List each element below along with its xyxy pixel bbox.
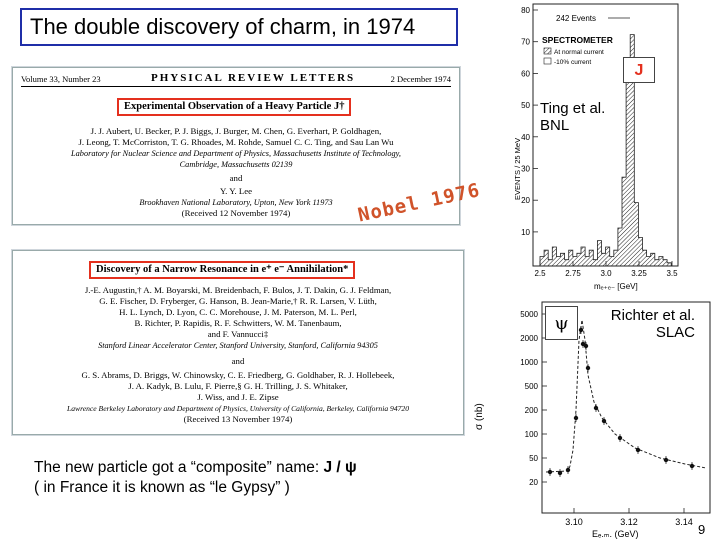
- j-particle-badge: J: [623, 57, 655, 83]
- paper2-authors-1: J.-E. Augustin,† A. M. Boyarski, M. Breidenbach, F. Bulos, J. T. Dakin, G. J. Feldman,: [84, 285, 392, 295]
- upper-x-tick-label: 3.25: [631, 269, 647, 278]
- upper-x-tick-label: 2.75: [565, 269, 581, 278]
- paper1-title: Experimental Observation of a Heavy Particle J†: [117, 98, 351, 116]
- upper-x-label: mₑ₊ₑ₋ [GeV]: [594, 282, 638, 291]
- lower-y-tick-label: 100: [524, 430, 538, 439]
- lower-y-tick-label: 20: [529, 478, 538, 487]
- psi-particle-badge: ψ: [545, 306, 578, 340]
- lower-x-tick-label: 3.10: [565, 517, 583, 527]
- paper1-affiliation-2: Cambridge, Massachusetts 02139: [179, 160, 293, 169]
- paper2-affiliation-1: Stanford Linear Accelerator Center, Stanford University, Stanford, California 94305: [98, 341, 378, 350]
- upper-y-tick-label: 60: [521, 69, 530, 79]
- journal-header: [21, 72, 451, 87]
- upper-y-tick-label: 70: [521, 37, 530, 47]
- paper2-authors-4: B. Richter, P. Rapidis, R. F. Schwitters, W. M. Tanenbaum,: [134, 318, 342, 328]
- lower-y-tick-label: 1000: [520, 358, 538, 367]
- paper1-authors-2: J. Leong, T. McCorriston, T. G. Rhoades, M. Rohde, Samuel C. C. Ting, and Sau Lan Wu: [78, 137, 394, 147]
- paper2-author-block: [17, 285, 459, 425]
- ting-bnl-label: [540, 100, 605, 134]
- upper-x-tick-label: 2.5: [534, 269, 546, 278]
- richter-slac-label: [583, 307, 695, 341]
- caption-prefix: The new particle got a “composite” name:: [34, 459, 324, 476]
- paper2-and: and: [231, 356, 245, 366]
- lower-x-tick-label: 3.12: [620, 517, 638, 527]
- upper-x-tick-label: 3.0: [600, 269, 612, 278]
- journal-volume: Volume 33, Number 23: [21, 74, 101, 84]
- caption-particle-name: J / ψ: [323, 459, 357, 476]
- lower-y-tick-label: 50: [529, 454, 538, 463]
- paper2-affiliation-2: Lawrence Berkeley Laboratory and Department of Physics, University of California, Berkeley, California 94720: [66, 404, 410, 413]
- paper2-title: Discovery of a Narrow Resonance in e⁺ e⁻ Annihilation*: [89, 261, 355, 279]
- journal-date: 2 December 1974: [390, 74, 451, 84]
- paper1-affiliation-3: Brookhaven National Laboratory, Upton, New York 11973: [139, 198, 333, 207]
- upper-y-tick-label: 10: [521, 227, 530, 237]
- legend-swatch-normal: [544, 48, 551, 54]
- upper-spectrum-plot: [512, 0, 720, 300]
- paper1-and: and: [229, 173, 243, 183]
- slide-title: The double discovery of charm, in 1974: [20, 8, 458, 46]
- upper-y-tick-label: 50: [521, 101, 530, 111]
- lower-x-label: Eₑ.ₘ. (GeV): [592, 529, 639, 539]
- paper2-authors-2: G. E. Fischer, D. Fryberger, G. Hanson, B. Jean-Marie,† R. R. Larsen, V. Lüth,: [99, 296, 377, 306]
- caption-line-2: ( in France it is known as “le Gypsy” ): [34, 479, 290, 496]
- lower-x-tick-label: 3.14: [675, 517, 693, 527]
- upper-y-tick-label: 80: [521, 6, 530, 15]
- upper-y-tick-label: 20: [521, 196, 530, 206]
- upper-legend-2: -10% current: [554, 59, 592, 66]
- lower-y-tick-label: 200: [524, 406, 538, 415]
- paper2-received: (Received 13 November 1974): [183, 414, 293, 424]
- paper2-authors-6: G. S. Abrams, D. Briggs, W. Chinowsky, C. E. Friedberg, G. Goldhaber, R. J. Hollebeek,: [81, 370, 395, 380]
- paper2-authors-3: H. L. Lynch, D. Lyon, C. C. Morehouse, J. M. Paterson, M. L. Perl,: [119, 307, 357, 317]
- lower-y-tick-label: 5000: [520, 310, 538, 319]
- paper1-authors-1: J. J. Aubert, U. Becker, P. J. Biggs, J. Burger, M. Chen, G. Everhart, P. Goldhagen,: [90, 126, 382, 136]
- upper-y-tick-label: 40: [521, 132, 530, 142]
- paper2-authors-7: J. A. Kadyk, B. Lulu, F. Pierre,§ G. H. Trilling, J. S. Whitaker,: [128, 381, 348, 391]
- upper-events-label: 242 Events: [556, 14, 597, 23]
- upper-y-label: EVENTS / 25 MeV: [513, 137, 522, 200]
- paper1-received: (Received 12 November 1974): [181, 208, 291, 218]
- bnl-label: BNL: [540, 117, 570, 134]
- page-number: 9: [698, 522, 706, 537]
- lower-y-tick-label: 2000: [520, 334, 538, 343]
- upper-y-tick-label: 30: [521, 164, 530, 174]
- richter-label: Richter et al.: [610, 307, 695, 324]
- lower-y-tick-label: 500: [524, 382, 538, 391]
- caption: [34, 458, 357, 498]
- nobel-stamp: Nobel 1976: [356, 179, 483, 227]
- paper2-authors-8: J. Wiss, and J. E. Zipse: [197, 392, 279, 402]
- ting-label: Ting et al.: [540, 100, 606, 117]
- lower-y-label: σ (nb): [474, 403, 485, 430]
- paper1-affiliation-1: Laboratory for Nuclear Science and Department of Physics, Massachusetts Institute of Technology,: [71, 149, 401, 158]
- slac-label: SLAC: [655, 324, 695, 341]
- paper1-author-3: Y. Y. Lee: [219, 186, 253, 196]
- upper-x-tick-label: 3.5: [666, 269, 678, 278]
- upper-spectrometer-label: SPECTROMETER: [542, 35, 613, 45]
- paper2-authors-5: and F. Vannucci‡: [207, 329, 269, 339]
- journal-name: PHYSICAL REVIEW LETTERS: [151, 72, 356, 84]
- legend-swatch-low: [544, 58, 551, 64]
- paper-augustin-richter: [12, 250, 464, 435]
- upper-legend-1: At normal current: [554, 49, 604, 56]
- caption-line-1: [34, 458, 357, 478]
